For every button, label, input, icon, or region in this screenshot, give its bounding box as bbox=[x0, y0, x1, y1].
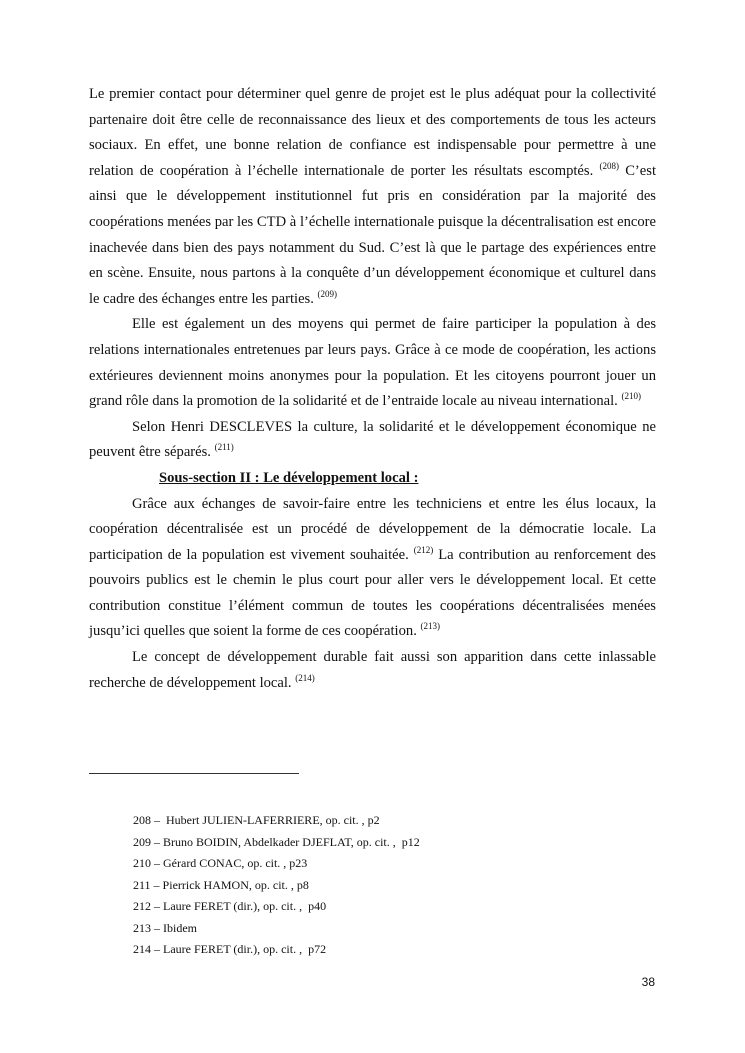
paragraph-4-text-b: La contribution au renforcement des pouvoirs publics est le chemin le plus court pour aller vers le développement local. Et cette contribution constitue l’élément commun de toutes les coopérations décentralisées menées jusqu’ici quelles que soient la forme de ces coopération. bbox=[89, 546, 656, 640]
footnotes bbox=[133, 810, 633, 961]
footnote-ref-209[interactable]: (209) bbox=[317, 288, 338, 299]
footnote-ref-211[interactable]: (211) bbox=[214, 442, 234, 453]
footnote-ref-212[interactable]: (212) bbox=[413, 544, 434, 555]
footnote-ref-208[interactable]: (208) bbox=[599, 160, 619, 171]
section-heading: Sous-section II : Le développement local : bbox=[159, 469, 419, 486]
paragraph-1-text-a: Le premier contact pour déterminer quel genre de projet est le plus adéquat pour la collectivité partenaire doit être celle de reconnaissance des lieux et des comportements de tous les acteurs sociaux. En effet, une bonne relation de confiance est indispensable pour permettre à une relation de coopération à l’échelle internationale de porter les résultats escomptés. bbox=[89, 86, 656, 179]
paragraph-5-text: Le concept de développement durable fait aussi son apparition dans cette inlassable recherche de développement local. bbox=[89, 649, 656, 691]
footnote-ref-213[interactable]: (213) bbox=[420, 621, 441, 632]
paragraph-2-text: Elle est également un des moyens qui permet de faire participer la population à des relations internationales entretenues par leurs pays. Grâce à ce mode de coopération, les actions extérieures deviennent moins anonymes pour la population. Et les citoyens pourront jouer un grand rôle dans la promotion de la solidarité et de l’entraide locale au niveau international. bbox=[89, 316, 656, 410]
footnote-ref-210[interactable]: (210) bbox=[621, 391, 641, 402]
paragraph-4-text-a: Grâce aux échanges de savoir-faire entre les techniciens et entre les élus locaux, la coopération décentralisée est un procédé de développement de la démocratie locale. La participation de la population est vivement souhaitée. bbox=[89, 495, 656, 563]
paragraph-1 bbox=[89, 82, 656, 312]
page-number: 38 bbox=[641, 975, 655, 989]
paragraph-2 bbox=[89, 312, 656, 414]
paragraph-3-text: Selon Henri DESCLEVES la culture, la solidarité et le développement économique ne peuvent être séparés. bbox=[89, 418, 656, 461]
footnote-213: 213 – Ibidem bbox=[133, 920, 197, 935]
footnote-210: 210 – Gérard CONAC, op. cit. , p23 bbox=[133, 856, 308, 870]
footnote-separator bbox=[89, 773, 299, 774]
paragraph-1-text-b: C’est ainsi que le développement institutionnel fut pris en considération par la majorité des coopérations menées par les CTD à l’échelle internationale puisque la décentralisation est encore inachevée dans bien des pays notamment du Sud. C’est là que le partage des expériences entre en scène. Ensuite, nous partons à la conquête d’un développement économique et culturel dans le cadre des échanges entre les parties. bbox=[89, 162, 656, 307]
paragraph-3 bbox=[89, 415, 656, 466]
footnote-212: 212 – Laure FERET (dir.), op. cit. , p40 bbox=[133, 899, 327, 913]
footnote-209: 209 – Bruno BOIDIN, Abdelkader DJEFLAT, op. cit. , p12 bbox=[133, 834, 420, 849]
body-text bbox=[89, 82, 656, 696]
footnote-ref-214[interactable]: (214) bbox=[295, 672, 315, 683]
paragraph-5 bbox=[89, 645, 656, 696]
paragraph-4 bbox=[89, 492, 656, 646]
footnote-214: 214 – Laure FERET (dir.), op. cit. , p72 bbox=[133, 942, 327, 956]
footnote-211: 211 – Pierrick HAMON, op. cit. , p8 bbox=[133, 877, 309, 892]
footnote-208: 208 – Hubert JULIEN-LAFERRIERE, op. cit. , p2 bbox=[133, 813, 380, 827]
